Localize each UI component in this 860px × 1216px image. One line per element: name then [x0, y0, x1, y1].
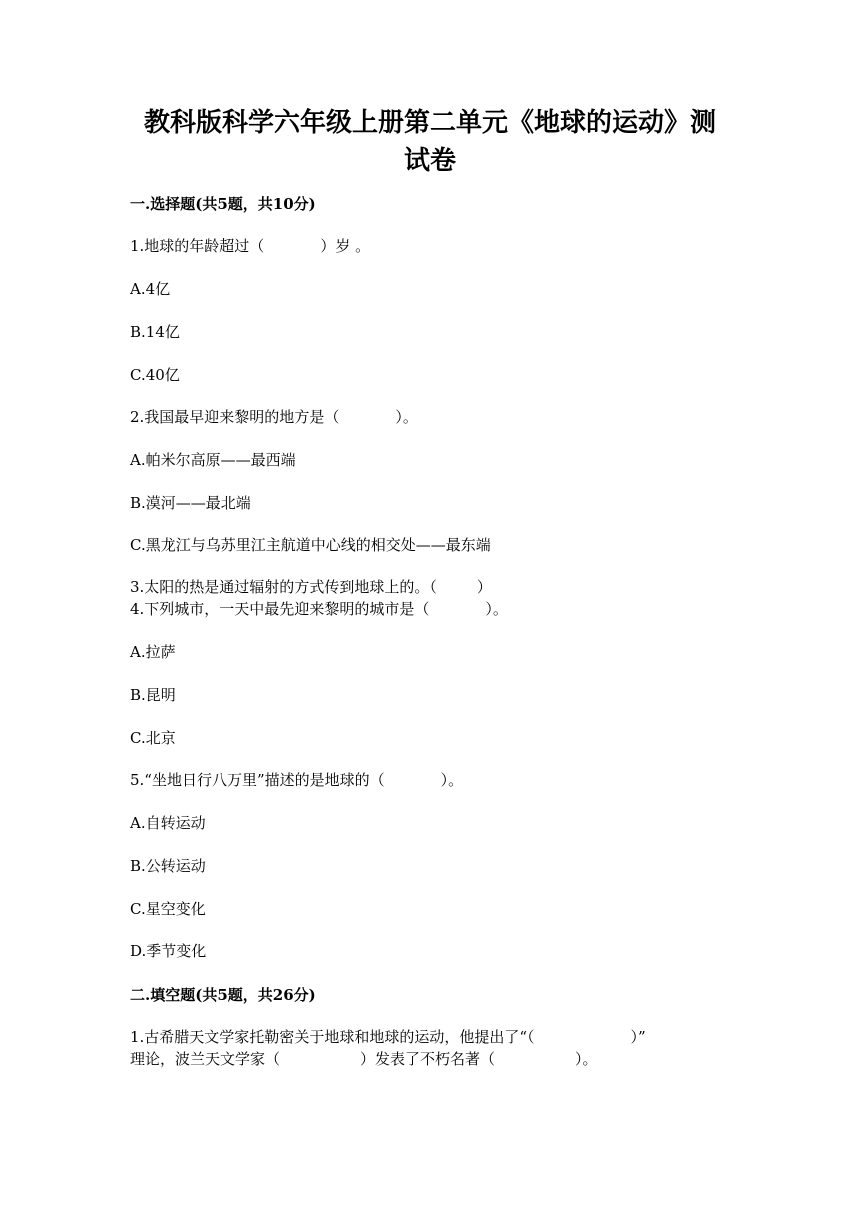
question-4-option-c: C.北京 [130, 729, 176, 747]
question-2-option-c: C.黑龙江与乌苏里江主航道中心线的相交处——最东端 [130, 536, 491, 554]
title-line-1: 教科版科学六年级上册第二单元《地球的运动》测 [143, 108, 716, 138]
page-title [130, 104, 730, 180]
fill-question-1-line-2: 理论，波兰天文学家（ ）发表了不朽名著（ ）。 [130, 1050, 598, 1068]
question-4-option-b: B.昆明 [130, 686, 176, 704]
question-2-stem: 2.我国最早迎来黎明的地方是（ ）。 [130, 408, 418, 426]
question-1-option-b: B.14亿 [130, 323, 180, 341]
question-2-option-b: B.漠河——最北端 [130, 494, 251, 512]
fill-question-1-line-1: 1.古希腊天文学家托勒密关于地球和地球的运动，他提出了“（ ）” [130, 1028, 646, 1046]
question-3-stem: 3.太阳的热是通过辐射的方式传到地球上的。（ ） [130, 578, 492, 596]
question-4-stem: 4.下列城市，一天中最先迎来黎明的城市是（ ）。 [130, 600, 508, 618]
title-line-2: 试卷 [403, 146, 456, 176]
question-4-option-a: A.拉萨 [130, 643, 176, 661]
question-5-stem: 5.“坐地日行八万里”描述的是地球的（ ）。 [130, 771, 464, 789]
question-1-option-a: A.4亿 [130, 280, 171, 298]
question-1-stem: 1.地球的年龄超过（ ）岁 。 [130, 237, 371, 255]
question-5-option-d: D.季节变化 [130, 942, 207, 960]
question-5-option-a: A.自转运动 [130, 814, 206, 832]
question-2-option-a: A.帕米尔高原——最西端 [130, 451, 296, 469]
section-heading-fill: 二.填空题(共5题，共26分) [130, 986, 316, 1004]
question-1-option-c: C.40亿 [130, 366, 180, 384]
question-5-option-b: B.公转运动 [130, 857, 206, 875]
section-heading-choice: 一.选择题(共5题，共10分) [130, 195, 316, 213]
question-5-option-c: C.星空变化 [130, 900, 206, 918]
